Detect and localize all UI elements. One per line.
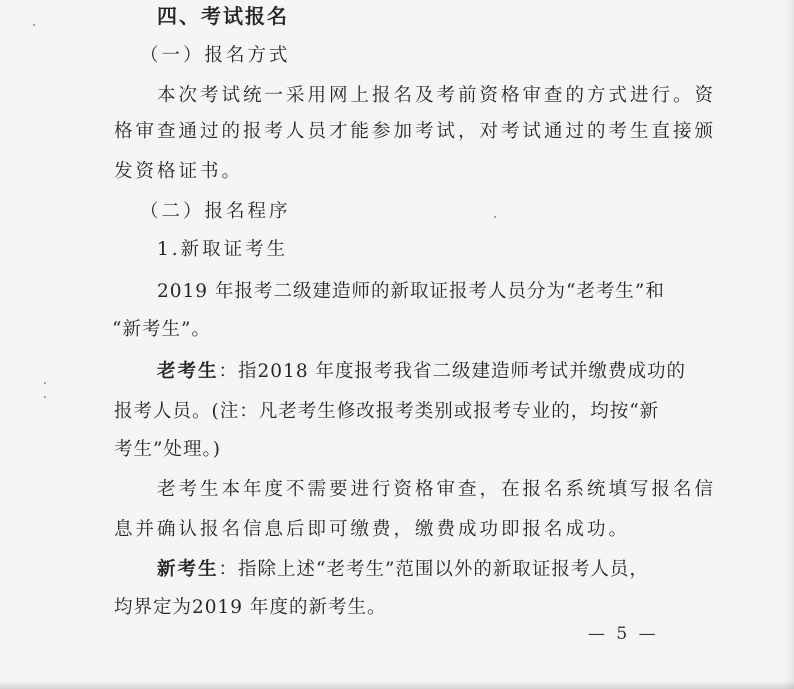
section-heading: 四、考试报名: [157, 4, 289, 28]
paragraph-line: 息并确认报名信息后即可缴费，缴费成功即报名成功。: [114, 519, 631, 540]
paragraph-line: 格审查通过的报考人员才能参加考试，对考试通过的考生直接颁: [114, 121, 717, 142]
paragraph-line: 考生”处理。): [114, 439, 221, 460]
new-candidate-label: 新考生: [157, 559, 219, 580]
subheading-registration-procedure: （二）报名程序: [140, 201, 291, 222]
paragraph-line: 本次考试统一采用网上报名及考前资格审查的方式进行。资: [157, 85, 717, 106]
paragraph-line: 2019 年报考二级建造师的新取证报考人员分为“老考生”和: [157, 281, 665, 302]
scan-edge-shadow: [0, 681, 794, 689]
page-number: — 5 —: [588, 624, 659, 644]
new-candidate-text: ：指除上述“老考生”范围以外的新取证报考人员，: [218, 559, 649, 580]
new-candidate-definition: [157, 558, 649, 582]
paragraph-line: “新考生”。: [112, 319, 211, 340]
old-candidate-text: ：指2018 年度报考我省二级建造师考试并缴费成功的: [218, 361, 686, 382]
old-candidate-definition: [157, 360, 686, 384]
paragraph-line: 老考生本年度不需要进行资格审查，在报名系统填写报名信: [157, 479, 717, 500]
scan-speck: [33, 24, 35, 26]
item-heading: 1.新取证考生: [157, 239, 289, 260]
paragraph-line: 报考人员。(注：凡老考生修改报考类别或报考专业的，均按“新: [114, 401, 660, 422]
scan-speck: [44, 382, 46, 384]
subheading-registration-method: （一）报名方式: [140, 45, 291, 66]
paragraph-line: 发资格证书。: [114, 161, 244, 182]
paragraph-line: 均界定为2019 年度的新考生。: [114, 597, 387, 618]
old-candidate-label: 老考生: [157, 361, 219, 382]
scan-speck: [494, 216, 496, 218]
scan-speck: [44, 396, 46, 398]
scan-edge-shadow: [784, 0, 794, 689]
